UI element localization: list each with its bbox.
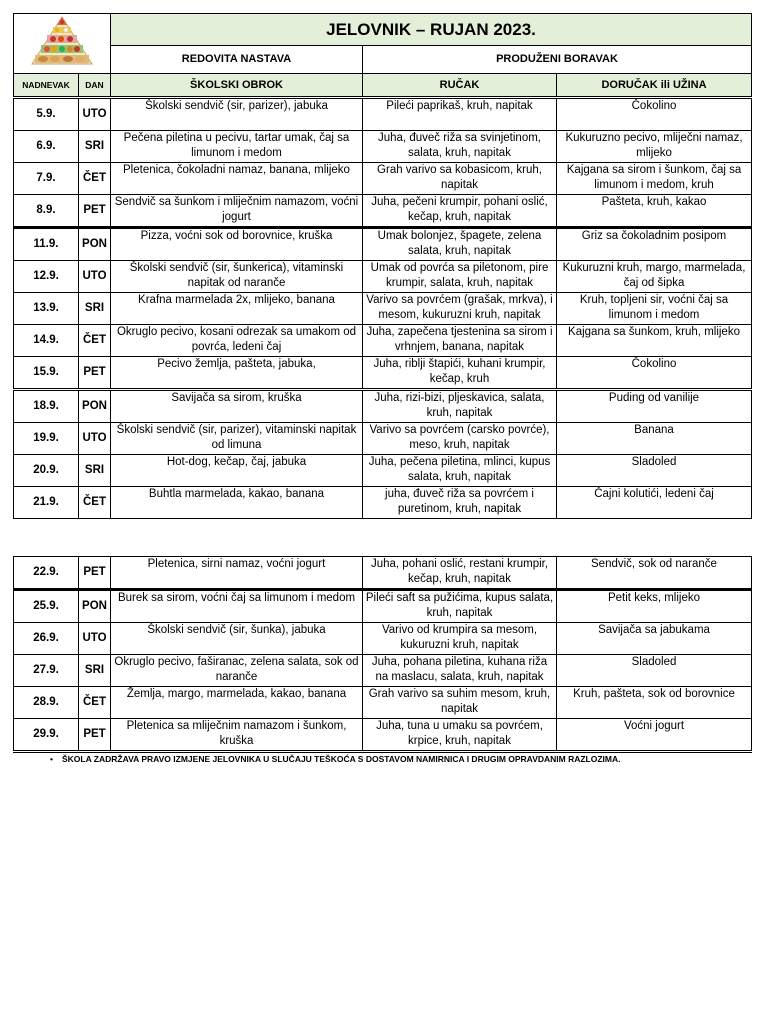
date-cell: 20.9.: [14, 455, 79, 487]
breakfast-cell: Voćni jogurt: [557, 719, 752, 752]
footnote: [50, 754, 621, 764]
column-header-date: NADNEVAK: [14, 74, 79, 98]
bullet-icon: •: [50, 754, 53, 764]
breakfast-cell: Sladoled: [557, 455, 752, 487]
day-cell: UTO: [79, 261, 111, 293]
day-cell: SRI: [79, 655, 111, 687]
day-cell: SRI: [79, 293, 111, 325]
date-cell: 7.9.: [14, 163, 79, 195]
date-cell: 5.9.: [14, 98, 79, 131]
school-meal-cell: Okruglo pecivo, faširanac, zelena salata, sok od naranče: [111, 655, 363, 687]
date-cell: 8.9.: [14, 195, 79, 228]
date-cell: 13.9.: [14, 293, 79, 325]
breakfast-cell: Čajni kolutići, ledeni čaj: [557, 487, 752, 519]
day-cell: PET: [79, 719, 111, 752]
day-cell: ČET: [79, 325, 111, 357]
date-cell: 21.9.: [14, 487, 79, 519]
day-cell: UTO: [79, 423, 111, 455]
date-cell: 29.9.: [14, 719, 79, 752]
food-pyramid-icon: [26, 14, 98, 68]
breakfast-cell: Sendvič, sok od naranče: [557, 557, 752, 590]
breakfast-cell: Banana: [557, 423, 752, 455]
breakfast-cell: Kruh, topljeni sir, voćni čaj sa limunom i medom: [557, 293, 752, 325]
table-row: [14, 590, 752, 623]
table-row: [14, 655, 752, 687]
table-row: [14, 293, 752, 325]
lunch-cell: juha, đuveč riža sa povrćem i puretinom, kruh, napitak: [363, 487, 557, 519]
school-meal-cell: Buhtla marmelada, kakao, banana: [111, 487, 363, 519]
school-meal-cell: Pletenica sa mliječnim namazom i šunkom, kruška: [111, 719, 363, 752]
date-cell: 22.9.: [14, 557, 79, 590]
day-cell: PET: [79, 557, 111, 590]
day-cell: SRI: [79, 455, 111, 487]
date-cell: 11.9.: [14, 228, 79, 261]
table-row: [14, 423, 752, 455]
table-row: [14, 325, 752, 357]
breakfast-cell: Kukuruzni kruh, margo, marmelada, čaj od šipka: [557, 261, 752, 293]
school-meal-cell: Pletenica, čokoladni namaz, banana, mlijeko: [111, 163, 363, 195]
day-cell: PON: [79, 228, 111, 261]
lunch-cell: Juha, pečeni krumpir, pohani oslić, kečap, kruh, napitak: [363, 195, 557, 228]
table-row: [14, 261, 752, 293]
school-meal-cell: Hot-dog, kečap, čaj, jabuka: [111, 455, 363, 487]
school-meal-cell: Pizza, voćni sok od borovnice, kruška: [111, 228, 363, 261]
breakfast-cell: Kajgana sa sirom i šunkom, čaj sa limunom i medom, kruh: [557, 163, 752, 195]
school-meal-cell: Školski sendvič (sir, šunkerica), vitaminski napitak od naranče: [111, 261, 363, 293]
lunch-cell: Juha, pečena piletina, mlinci, kupus salata, kruh, napitak: [363, 455, 557, 487]
lunch-cell: Grah varivo sa kobasicom, kruh, napitak: [363, 163, 557, 195]
menu-rows-page2: [14, 557, 752, 752]
breakfast-cell: Griz sa čokoladnim posipom: [557, 228, 752, 261]
table-row: [14, 687, 752, 719]
date-cell: 27.9.: [14, 655, 79, 687]
school-meal-cell: Krafna marmelada 2x, mlijeko, banana: [111, 293, 363, 325]
lunch-cell: Juha, zapečena tjestenina sa sirom i vrhnjem, banana, napitak: [363, 325, 557, 357]
breakfast-cell: Savijača sa jabukama: [557, 623, 752, 655]
day-cell: PET: [79, 195, 111, 228]
day-cell: ČET: [79, 687, 111, 719]
school-meal-cell: Savijača sa sirom, kruška: [111, 390, 363, 423]
school-meal-cell: Sendvič sa šunkom i mliječnim namazom, voćni jogurt: [111, 195, 363, 228]
date-cell: 26.9.: [14, 623, 79, 655]
lunch-cell: Pileći saft sa pužićima, kupus salata, kruh, napitak: [363, 590, 557, 623]
section-extended-stay: PRODUŽENI BORAVAK: [363, 46, 752, 74]
table-row: [14, 228, 752, 261]
date-cell: 6.9.: [14, 131, 79, 163]
school-meal-cell: Burek sa sirom, voćni čaj sa limunom i medom: [111, 590, 363, 623]
lunch-cell: Umak bolonjez, špagete, zelena salata, kruh, napitak: [363, 228, 557, 261]
column-header-day: DAN: [79, 74, 111, 98]
date-cell: 28.9.: [14, 687, 79, 719]
school-meal-cell: Pletenica, sirni namaz, voćni jogurt: [111, 557, 363, 590]
day-cell: PET: [79, 357, 111, 390]
breakfast-cell: Čokolino: [557, 98, 752, 131]
date-cell: 14.9.: [14, 325, 79, 357]
school-meal-cell: Žemlja, margo, marmelada, kakao, banana: [111, 687, 363, 719]
footnote-text: ŠKOLA ZADRŽAVA PRAVO IZMJENE JELOVNIKA U SLUČAJU TEŠKOĆA S DOSTAVOM NAMIRNICA I DRUGIM OPRAVDANIM RAZLOZIMA.: [62, 754, 621, 764]
table-row: [14, 163, 752, 195]
table-row: [14, 455, 752, 487]
breakfast-cell: Pašteta, kruh, kakao: [557, 195, 752, 228]
menu-rows-page1: [14, 98, 752, 519]
lunch-cell: Grah varivo sa suhim mesom, kruh, napitak: [363, 687, 557, 719]
day-cell: PON: [79, 390, 111, 423]
lunch-cell: Varivo sa povrćem (grašak, mrkva), i mesom, kukuruzni kruh, napitak: [363, 293, 557, 325]
day-cell: SRI: [79, 131, 111, 163]
school-meal-cell: Okruglo pecivo, kosani odrezak sa umakom od povrća, ledeni čaj: [111, 325, 363, 357]
day-cell: UTO: [79, 98, 111, 131]
date-cell: 25.9.: [14, 590, 79, 623]
date-cell: 15.9.: [14, 357, 79, 390]
lunch-cell: Juha, pohani oslić, restani krumpir, kečap, kruh, napitak: [363, 557, 557, 590]
table-row: [14, 195, 752, 228]
breakfast-cell: Petit keks, mlijeko: [557, 590, 752, 623]
breakfast-cell: Kukuruzno pecivo, mliječni namaz, mlijeko: [557, 131, 752, 163]
lunch-cell: Pileći paprikaš, kruh, napitak: [363, 98, 557, 131]
lunch-cell: Juha, tuna u umaku sa povrćem, krpice, kruh, napitak: [363, 719, 557, 752]
table-row: [14, 357, 752, 390]
section-regular-classes: REDOVITA NASTAVA: [111, 46, 363, 74]
column-header-school-meal: ŠKOLSKI OBROK: [111, 74, 363, 98]
menu-table-page2: [13, 556, 752, 753]
breakfast-cell: Sladoled: [557, 655, 752, 687]
breakfast-cell: Kajgana sa šunkom, kruh, mlijeko: [557, 325, 752, 357]
lunch-cell: Juha, pohana piletina, kuhana riža na maslacu, salata, kruh, napitak: [363, 655, 557, 687]
page-title: JELOVNIK – RUJAN 2023.: [111, 14, 752, 46]
day-cell: PON: [79, 590, 111, 623]
table-row: [14, 390, 752, 423]
table-row: [14, 487, 752, 519]
school-meal-cell: Pecivo žemlja, pašteta, jabuka,: [111, 357, 363, 390]
table-row: [14, 557, 752, 590]
day-cell: UTO: [79, 623, 111, 655]
table-row: [14, 623, 752, 655]
logo-cell: [14, 14, 111, 74]
lunch-cell: Umak od povrća sa piletonom, pire krumpir, salata, kruh, napitak: [363, 261, 557, 293]
menu-table-page1: [13, 13, 752, 519]
breakfast-cell: Puding od vanilije: [557, 390, 752, 423]
breakfast-cell: Čokolino: [557, 357, 752, 390]
lunch-cell: Varivo od krumpira sa mesom, kukuruzni kruh, napitak: [363, 623, 557, 655]
column-header-lunch: RUČAK: [363, 74, 557, 98]
column-header-breakfast: DORUČAK ili UŽINA: [557, 74, 752, 98]
table-row: [14, 98, 752, 131]
lunch-cell: Juha, rizi-bizi, pljeskavica, salata, kruh, napitak: [363, 390, 557, 423]
day-cell: ČET: [79, 163, 111, 195]
table-row: [14, 131, 752, 163]
lunch-cell: Juha, đuveč riža sa svinjetinom, salata, kruh, napitak: [363, 131, 557, 163]
school-meal-cell: Školski sendvič (sir, parizer), jabuka: [111, 98, 363, 131]
date-cell: 19.9.: [14, 423, 79, 455]
school-meal-cell: Školski sendvič (sir, šunka), jabuka: [111, 623, 363, 655]
lunch-cell: Juha, riblji štapići, kuhani krumpir, kečap, kruh: [363, 357, 557, 390]
table-row: [14, 719, 752, 752]
lunch-cell: Varivo sa povrćem (carsko povrće), meso, kruh, napitak: [363, 423, 557, 455]
day-cell: ČET: [79, 487, 111, 519]
date-cell: 18.9.: [14, 390, 79, 423]
school-meal-cell: Školski sendvič (sir, parizer), vitaminski napitak od limuna: [111, 423, 363, 455]
school-meal-cell: Pečena piletina u pecivu, tartar umak, čaj sa limunom i medom: [111, 131, 363, 163]
breakfast-cell: Kruh, pašteta, sok od borovnice: [557, 687, 752, 719]
date-cell: 12.9.: [14, 261, 79, 293]
